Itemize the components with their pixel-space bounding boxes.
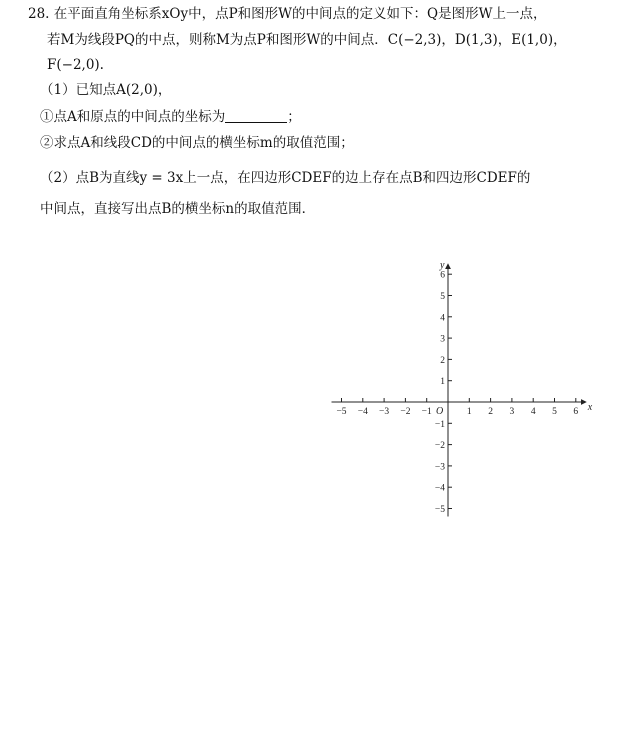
x-tick-label: 1 [466, 407, 472, 417]
y-tick-label: 3 [440, 334, 445, 345]
y-tick-label: 1 [440, 377, 445, 388]
part1-title: （1）已知点A(2,0)， [40, 82, 172, 98]
y-tick-label: 4 [440, 313, 445, 324]
problem-intro-2: 若M为线段PQ的中点，则称M为点P和图形W的中间点．C(−2,3)，D(1,3)，E(1,0)， [47, 32, 567, 48]
y-tick-label: −5 [434, 505, 445, 515]
x-tick-label: −2 [400, 407, 411, 417]
x-tick-label: −5 [336, 407, 347, 417]
part1-q1-suffix: ； [287, 109, 301, 125]
y-axis-label: y [440, 260, 445, 272]
x-tick-label: 3 [509, 407, 515, 417]
y-tick-label: −3 [434, 462, 445, 473]
x-tick-label: 4 [530, 407, 536, 417]
x-tick-label: −1 [421, 407, 432, 417]
part2-line-1: （2）点B为直线y = 3x上一点，在四边形CDEF的边上存在点B和四边形CDEF的 [40, 170, 531, 186]
y-tick-label: 2 [440, 355, 445, 366]
y-tick-label: 5 [440, 292, 445, 302]
problem-intro-3: F(−2,0). [47, 57, 104, 73]
part1-q1-prefix: ①点A和原点的中间点的坐标为 [40, 109, 226, 125]
y-tick-label: −1 [434, 419, 445, 430]
y-tick-label: −4 [434, 483, 445, 494]
x-tick-label: 2 [488, 407, 493, 417]
x-axis-label: x [587, 402, 593, 413]
y-tick-label: −2 [434, 441, 445, 452]
problem-number: 28. [28, 6, 50, 22]
origin-label: O [436, 406, 444, 417]
problem-intro-1: 在平面直角坐标系xOy中，点P和图形W的中间点的定义如下：Q是图形W上一点， [53, 6, 547, 22]
part1-question-2: ②求点A和线段CD的中间点的横坐标m的取值范围； [40, 135, 354, 151]
x-tick-label: −4 [357, 407, 368, 417]
x-tick-label: 5 [552, 407, 557, 417]
x-tick-label: −3 [379, 407, 390, 417]
part2-line-2: 中间点，直接写出点B的横坐标n的取值范围． [40, 201, 316, 217]
y-tick-label: 6 [440, 270, 445, 281]
x-tick-label: 6 [573, 407, 579, 417]
